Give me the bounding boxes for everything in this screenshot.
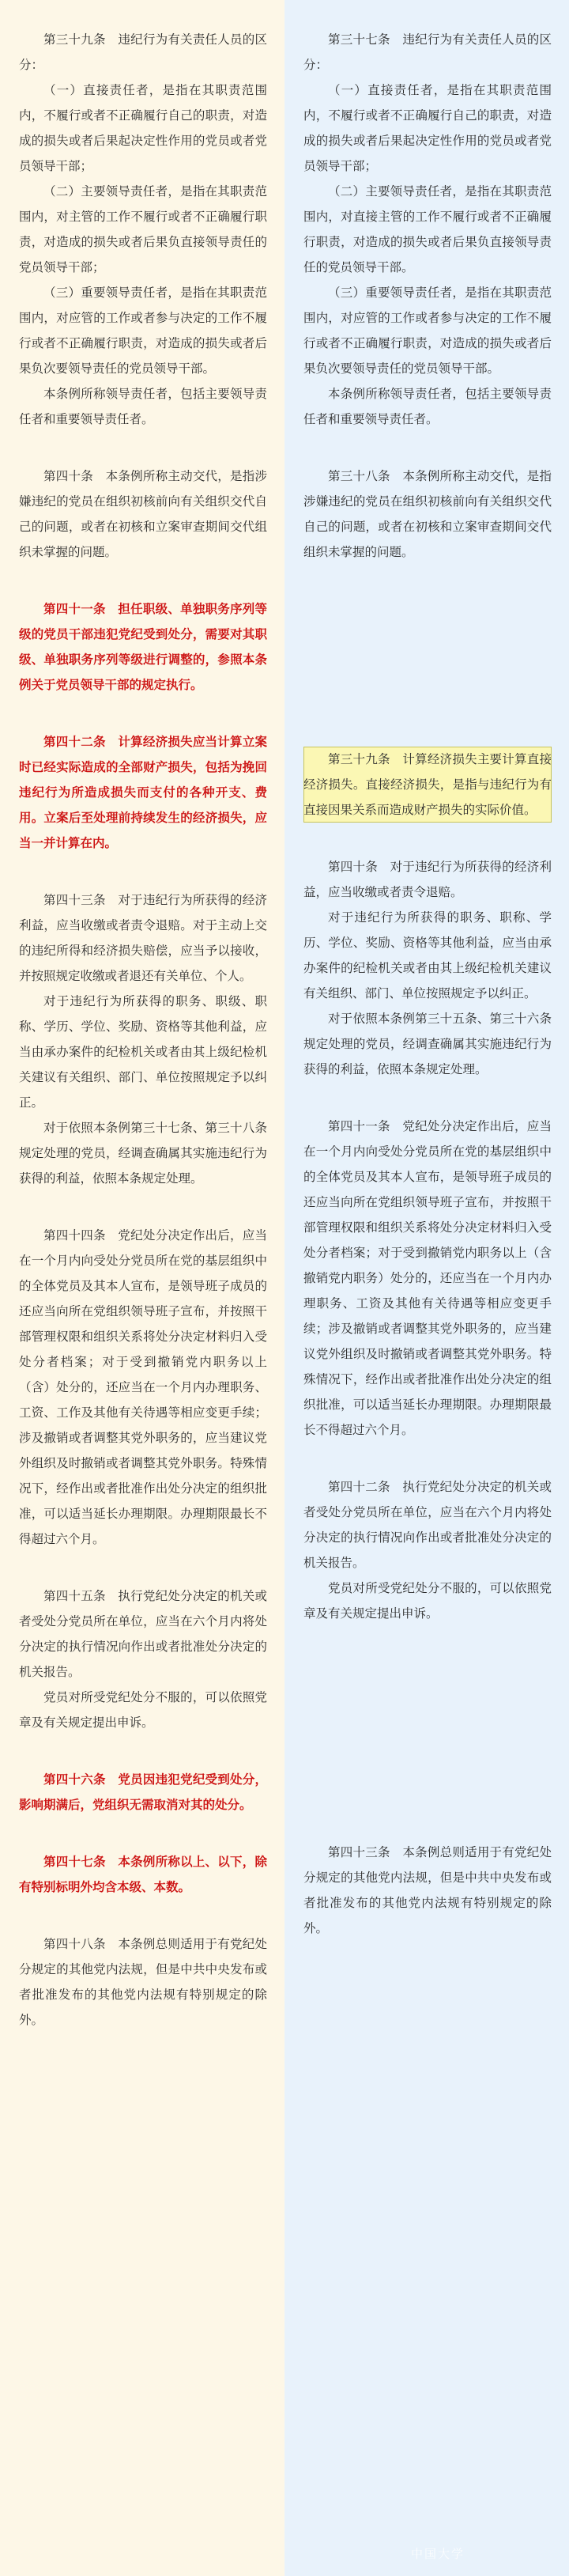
clause-paragraph: 对于依照本条例第三十五条、第三十六条规定处理的党员，经调查确属其实施违纪行为获得的利益，依照本条规定处理。: [303, 1012, 552, 1076]
article-paragraph: 第四十六条 党员因违犯党纪受到处分，影响期满后，党组织无需取消对其的处分。: [19, 1772, 267, 1812]
right-article-40: [303, 854, 552, 1082]
clause-paragraph: 本条例所称领导责任者，包括主要领导责任者和重要领导责任者。: [19, 387, 267, 426]
left-article-40: [19, 463, 267, 565]
clause-paragraph: （一）直接责任者，是指在其职责范围内，不履行或者不正确履行自己的职责，对造成的损失或者后果起决定性作用的党员或者党员领导干部；: [303, 83, 552, 173]
article-heading: 第三十九条 违纪行为有关责任人员的区分：: [19, 32, 267, 72]
left-article-48: [19, 1931, 267, 2033]
right-article-39: [303, 747, 552, 823]
left-article-43: [19, 887, 267, 1191]
right-article-38: [303, 463, 552, 565]
clause-paragraph: 党员对所受党纪处分不服的，可以依照党章及有关规定提出申诉。: [19, 1690, 267, 1730]
article-paragraph: 第四十条 对于违纪行为所获得的经济利益，应当收缴或者责令退赔。: [303, 860, 552, 899]
right-article-37: [303, 27, 552, 432]
left-article-47-new: [19, 1849, 267, 1900]
watermark: 中国大学: [411, 2547, 465, 2561]
article-paragraph: 第四十八条 本条例总则适用于有党纪处分规定的其他党内法规，但是中共中央发布或者批准发布的其他党内法规有特别规定的除外。: [19, 1937, 267, 2027]
right-article-41: [303, 1114, 552, 1443]
article-paragraph: 第三十八条 本条例所称主动交代，是指涉嫌违纪的党员在组织初核前向有关组织交代自己的问题，或者在初核和立案审查期间交代组织未掌握的问题。: [303, 469, 552, 559]
left-article-39: [19, 27, 267, 432]
right-article-43: [303, 1840, 552, 1941]
clause-paragraph: （二）主要领导责任者，是指在其职责范围内，对主管的工作不履行或者不正确履行职责，对造成的损失或者后果负直接领导责任的党员领导干部；: [19, 184, 267, 274]
article-paragraph: 第四十三条 对于违纪行为所获得的经济利益，应当收缴或者责令退赔。对于主动上交的违纪所得和经济损失赔偿，应当予以接收，并按照规定收缴或者退还有关单位、个人。: [19, 893, 267, 983]
article-paragraph: 第四十一条 党纪处分决定作出后，应当在一个月内向受处分党员所在党的基层组织中的全体党员及其本人宣布，是领导班子成员的还应当向所在党组织领导班子宣布，并按照干部管理权限和组织关系将处分决定材料归入受处分者档案；对于受到撤销党内职务以上（含撤销党内职务）处分的，还应当在一个月内办理职务、工资及其他有关待遇等相应变更手续；涉及撤销或者调整其党外职务的，应当建议党外组织及时撤销或者调整其党外职务。特殊情况下，经作出或者批准作出处分决定的组织批准，可以适当延长办理期限。办理期限最长不得超过六个月。: [303, 1119, 552, 1437]
clause-paragraph: （二）主要领导责任者，是指在其职责范围内，对直接主管的工作不履行或者不正确履行职责，对造成的损失或者后果负直接领导责任的党员领导干部。: [303, 184, 552, 274]
left-column-new-version: [0, 0, 284, 2576]
right-column-old-version: [284, 0, 569, 2576]
clause-paragraph: 对于违纪行为所获得的职务、职称、学历、学位、奖励、资格等其他利益，应当由承办案件的纪检机关或者由其上级纪检机关建议有关组织、部门、单位按照规定予以纠正。: [303, 910, 552, 1001]
clause-paragraph: 对于依照本条例第三十七条、第三十八条规定处理的党员，经调查确属其实施违纪行为获得的利益，依照本条规定处理。: [19, 1121, 267, 1186]
article-paragraph: 第四十四条 党纪处分决定作出后，应当在一个月内向受处分党员所在党的基层组织中的全体党员及其本人宣布，是领导班子成员的还应当向所在党组织领导班子宣布，并按照干部管理权限和组织关系将处分决定材料归入受处分者档案；对于受到撤销党内职务以上（含）处分的，还应当在一个月内办理职务、工资、工作及其他有关待遇等相应变更手续；涉及撤销或者调整其党外职务的，应当建议党外组织及时撤销或者调整其党外职务。特殊情况下，经作出或者批准作出处分决定的组织批准，可以适当延长办理期限。办理期限最长不得超过六个月。: [19, 1228, 267, 1546]
clause-paragraph: 对于违纪行为所获得的职务、职级、职称、学历、学位、奖励、资格等其他利益，应当由承办案件的纪检机关或者由其上级纪检机关建议有关组织、部门、单位按照规定予以纠正。: [19, 994, 267, 1110]
left-article-45: [19, 1583, 267, 1735]
clause-paragraph: （一）直接责任者，是指在其职责范围内，不履行或者不正确履行自己的职责，对造成的损失或者后果起决定性作用的党员或者党员领导干部；: [19, 83, 267, 173]
article-paragraph: 第四十三条 本条例总则适用于有党纪处分规定的其他党内法规，但是中共中央发布或者批准发布的其他党内法规有特别规定的除外。: [303, 1845, 552, 1935]
article-paragraph: 第四十二条 执行党纪处分决定的机关或者受处分党员所在单位，应当在六个月内将处分决定的执行情况向作出或者批准处分决定的机关报告。: [303, 1480, 552, 1570]
article-paragraph: 第三十九条 计算经济损失主要计算直接经济损失。直接经济损失，是指与违纪行为有直接因果关系而造成财产损失的实际价值。: [303, 747, 552, 823]
left-article-44: [19, 1223, 267, 1552]
article-paragraph: 第四十七条 本条例所称以上、以下，除有特别标明外均含本级、本数。: [19, 1854, 267, 1894]
clause-paragraph: （三）重要领导责任者，是指在其职责范围内，对应管的工作或者参与决定的工作不履行或者不正确履行职责，对造成的损失或者后果负次要领导责任的党员领导干部。: [303, 286, 552, 376]
right-article-42: [303, 1474, 552, 1626]
empty-placeholder: [303, 1658, 552, 1808]
left-article-46-new: [19, 1767, 267, 1818]
empty-placeholder: [303, 596, 552, 715]
article-heading: 第三十七条 违纪行为有关责任人员的区分：: [303, 32, 552, 72]
article-paragraph: 第四十条 本条例所称主动交代，是指涉嫌违纪的党员在组织初核前向有关组织交代自己的问题，或者在初核和立案审查期间交代组织未掌握的问题。: [19, 469, 267, 559]
left-article-42: [19, 729, 267, 856]
article-paragraph: 第四十一条 担任职级、单独职务序列等级的党员干部违犯党纪受到处分，需要对其职级、单独职务序列等级进行调整的，参照本条例关于党员领导干部的规定执行。: [19, 601, 267, 692]
article-paragraph: 第四十二条 计算经济损失应当计算立案时已经实际造成的全部财产损失，包括为挽回违纪行为所造成损失而支付的各种开支、费用。立案后至处理前持续发生的经济损失，应当一并计算在内。: [19, 734, 267, 850]
clause-paragraph: （三）重要领导责任者，是指在其职责范围内，对应管的工作或者参与决定的工作不履行或者不正确履行职责，对造成的损失或者后果负次要领导责任的党员领导干部。: [19, 286, 267, 376]
article-paragraph: 第四十五条 执行党纪处分决定的机关或者受处分党员所在单位，应当在六个月内将处分决定的执行情况向作出或者批准处分决定的机关报告。: [19, 1589, 267, 1679]
left-article-41-new: [19, 596, 267, 698]
clause-paragraph: 党员对所受党纪处分不服的，可以依照党章及有关规定提出申诉。: [303, 1581, 552, 1621]
clause-paragraph: 本条例所称领导责任者，包括主要领导责任者和重要领导责任者。: [303, 387, 552, 426]
